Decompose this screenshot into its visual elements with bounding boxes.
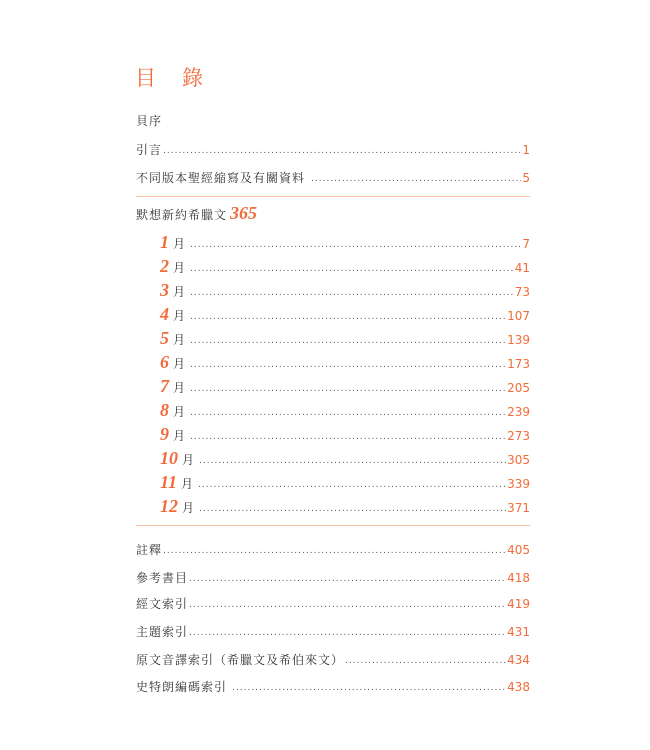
month-label: 月: [173, 333, 187, 347]
section-divider: [136, 525, 530, 526]
section-divider: [136, 196, 530, 197]
toc-entry-month[interactable]: [160, 328, 530, 348]
dot-leader: [190, 336, 506, 346]
dot-leader: [190, 408, 506, 418]
dot-leader: [190, 312, 506, 322]
month-label: 月: [173, 285, 187, 299]
toc-entry-introduction[interactable]: [136, 141, 530, 161]
preface-entry[interactable]: 貝序: [136, 114, 163, 128]
toc-entry-month[interactable]: [160, 448, 530, 468]
month-label: 月: [173, 357, 187, 371]
month-label: 月: [173, 309, 187, 323]
entry-label: 引言: [136, 143, 163, 157]
toc-entry-month[interactable]: [160, 304, 530, 324]
page-number: 173: [507, 357, 530, 371]
month-number: 4: [160, 304, 169, 324]
month-number: 10: [160, 448, 178, 468]
month-label: 月: [182, 453, 196, 467]
entry-label: 參考書目: [136, 571, 189, 585]
page-number: 7: [522, 237, 530, 251]
month-number: 12: [160, 496, 178, 516]
dot-leader: [190, 384, 506, 394]
toc-entry-bibliography[interactable]: [136, 569, 530, 589]
dot-leader: [190, 360, 506, 370]
toc-entry-month[interactable]: [160, 400, 530, 420]
toc-entry-month[interactable]: [160, 424, 530, 444]
month-number: 1: [160, 232, 169, 252]
toc-entry-strongs-index[interactable]: [136, 678, 530, 698]
section-heading[interactable]: [136, 203, 257, 224]
toc-entry-notes[interactable]: [136, 541, 530, 561]
toc-entry-month[interactable]: [160, 232, 530, 252]
dot-leader: [189, 574, 506, 584]
month-number: 9: [160, 424, 169, 444]
page-number: 371: [507, 501, 530, 515]
entry-label: 不同版本聖經縮寫及有關資料: [136, 171, 306, 185]
section-label: 默想新約希臘文: [136, 208, 228, 222]
page-number: 205: [507, 381, 530, 395]
page-number: 434: [507, 653, 530, 667]
month-label: 月: [182, 501, 196, 515]
page-number: 339: [507, 477, 530, 491]
dot-leader: [190, 432, 506, 442]
title-char-2: 錄: [182, 66, 203, 90]
toc-entry-month[interactable]: [160, 376, 530, 396]
month-number: 6: [160, 352, 169, 372]
page-number: 41: [514, 261, 530, 275]
page-number: 107: [507, 309, 530, 323]
dot-leader: [232, 683, 506, 693]
toc-entry-scripture-index[interactable]: [136, 595, 530, 615]
month-number: 11: [160, 472, 178, 492]
month-number: 8: [160, 400, 169, 420]
page-number: 73: [514, 285, 530, 299]
page-number: 139: [507, 333, 530, 347]
dot-leader: [190, 240, 521, 250]
page-number: 273: [507, 429, 530, 443]
month-label: 月: [173, 237, 187, 251]
toc-entry-transliteration-index[interactable]: [136, 651, 530, 671]
dot-leader: [311, 174, 521, 184]
page-number: 1: [522, 143, 530, 157]
toc-entry-month[interactable]: [160, 280, 530, 300]
toc-entry-subject-index[interactable]: [136, 623, 530, 643]
dot-leader: [190, 288, 514, 298]
toc-entry-abbreviations[interactable]: [136, 169, 530, 189]
month-label: 月: [173, 405, 187, 419]
month-label: 月: [173, 261, 187, 275]
month-number: 5: [160, 328, 169, 348]
dot-leader: [198, 480, 506, 490]
month-number: 2: [160, 256, 169, 276]
month-number: 3: [160, 280, 169, 300]
toc-entry-month[interactable]: [160, 256, 530, 276]
toc-entry-month[interactable]: [160, 352, 530, 372]
month-label: 月: [173, 381, 187, 395]
dot-leader: [190, 264, 514, 274]
page-number: 405: [507, 543, 530, 557]
entry-label: 經文索引: [136, 597, 189, 611]
page-number: 5: [522, 171, 530, 185]
section-number: 365: [230, 203, 258, 223]
dot-leader: [189, 628, 506, 638]
toc-entry-month[interactable]: [160, 472, 530, 492]
toc-entry-month[interactable]: [160, 496, 530, 516]
page-number: 431: [507, 625, 530, 639]
page-number: 418: [507, 571, 530, 585]
page-number: 438: [507, 680, 530, 694]
title-char-1: 目: [135, 66, 156, 90]
dot-leader: [199, 456, 506, 466]
page-number: 419: [507, 597, 530, 611]
entry-label: 主題索引: [136, 625, 189, 639]
month-number: 7: [160, 376, 169, 396]
month-label: 月: [173, 429, 187, 443]
month-label: 月: [181, 477, 195, 491]
dot-leader: [163, 146, 521, 156]
dot-leader: [189, 600, 506, 610]
entry-label: 原文音譯索引（希臘文及希伯來文）: [136, 653, 345, 667]
page-number: 239: [507, 405, 530, 419]
dot-leader: [199, 504, 506, 514]
page-title: [135, 62, 203, 92]
page-number: 305: [507, 453, 530, 467]
entry-label: 史特朗編碼索引: [136, 680, 228, 694]
dot-leader: [163, 546, 506, 556]
entry-label: 註釋: [136, 543, 163, 557]
dot-leader: [345, 656, 506, 666]
